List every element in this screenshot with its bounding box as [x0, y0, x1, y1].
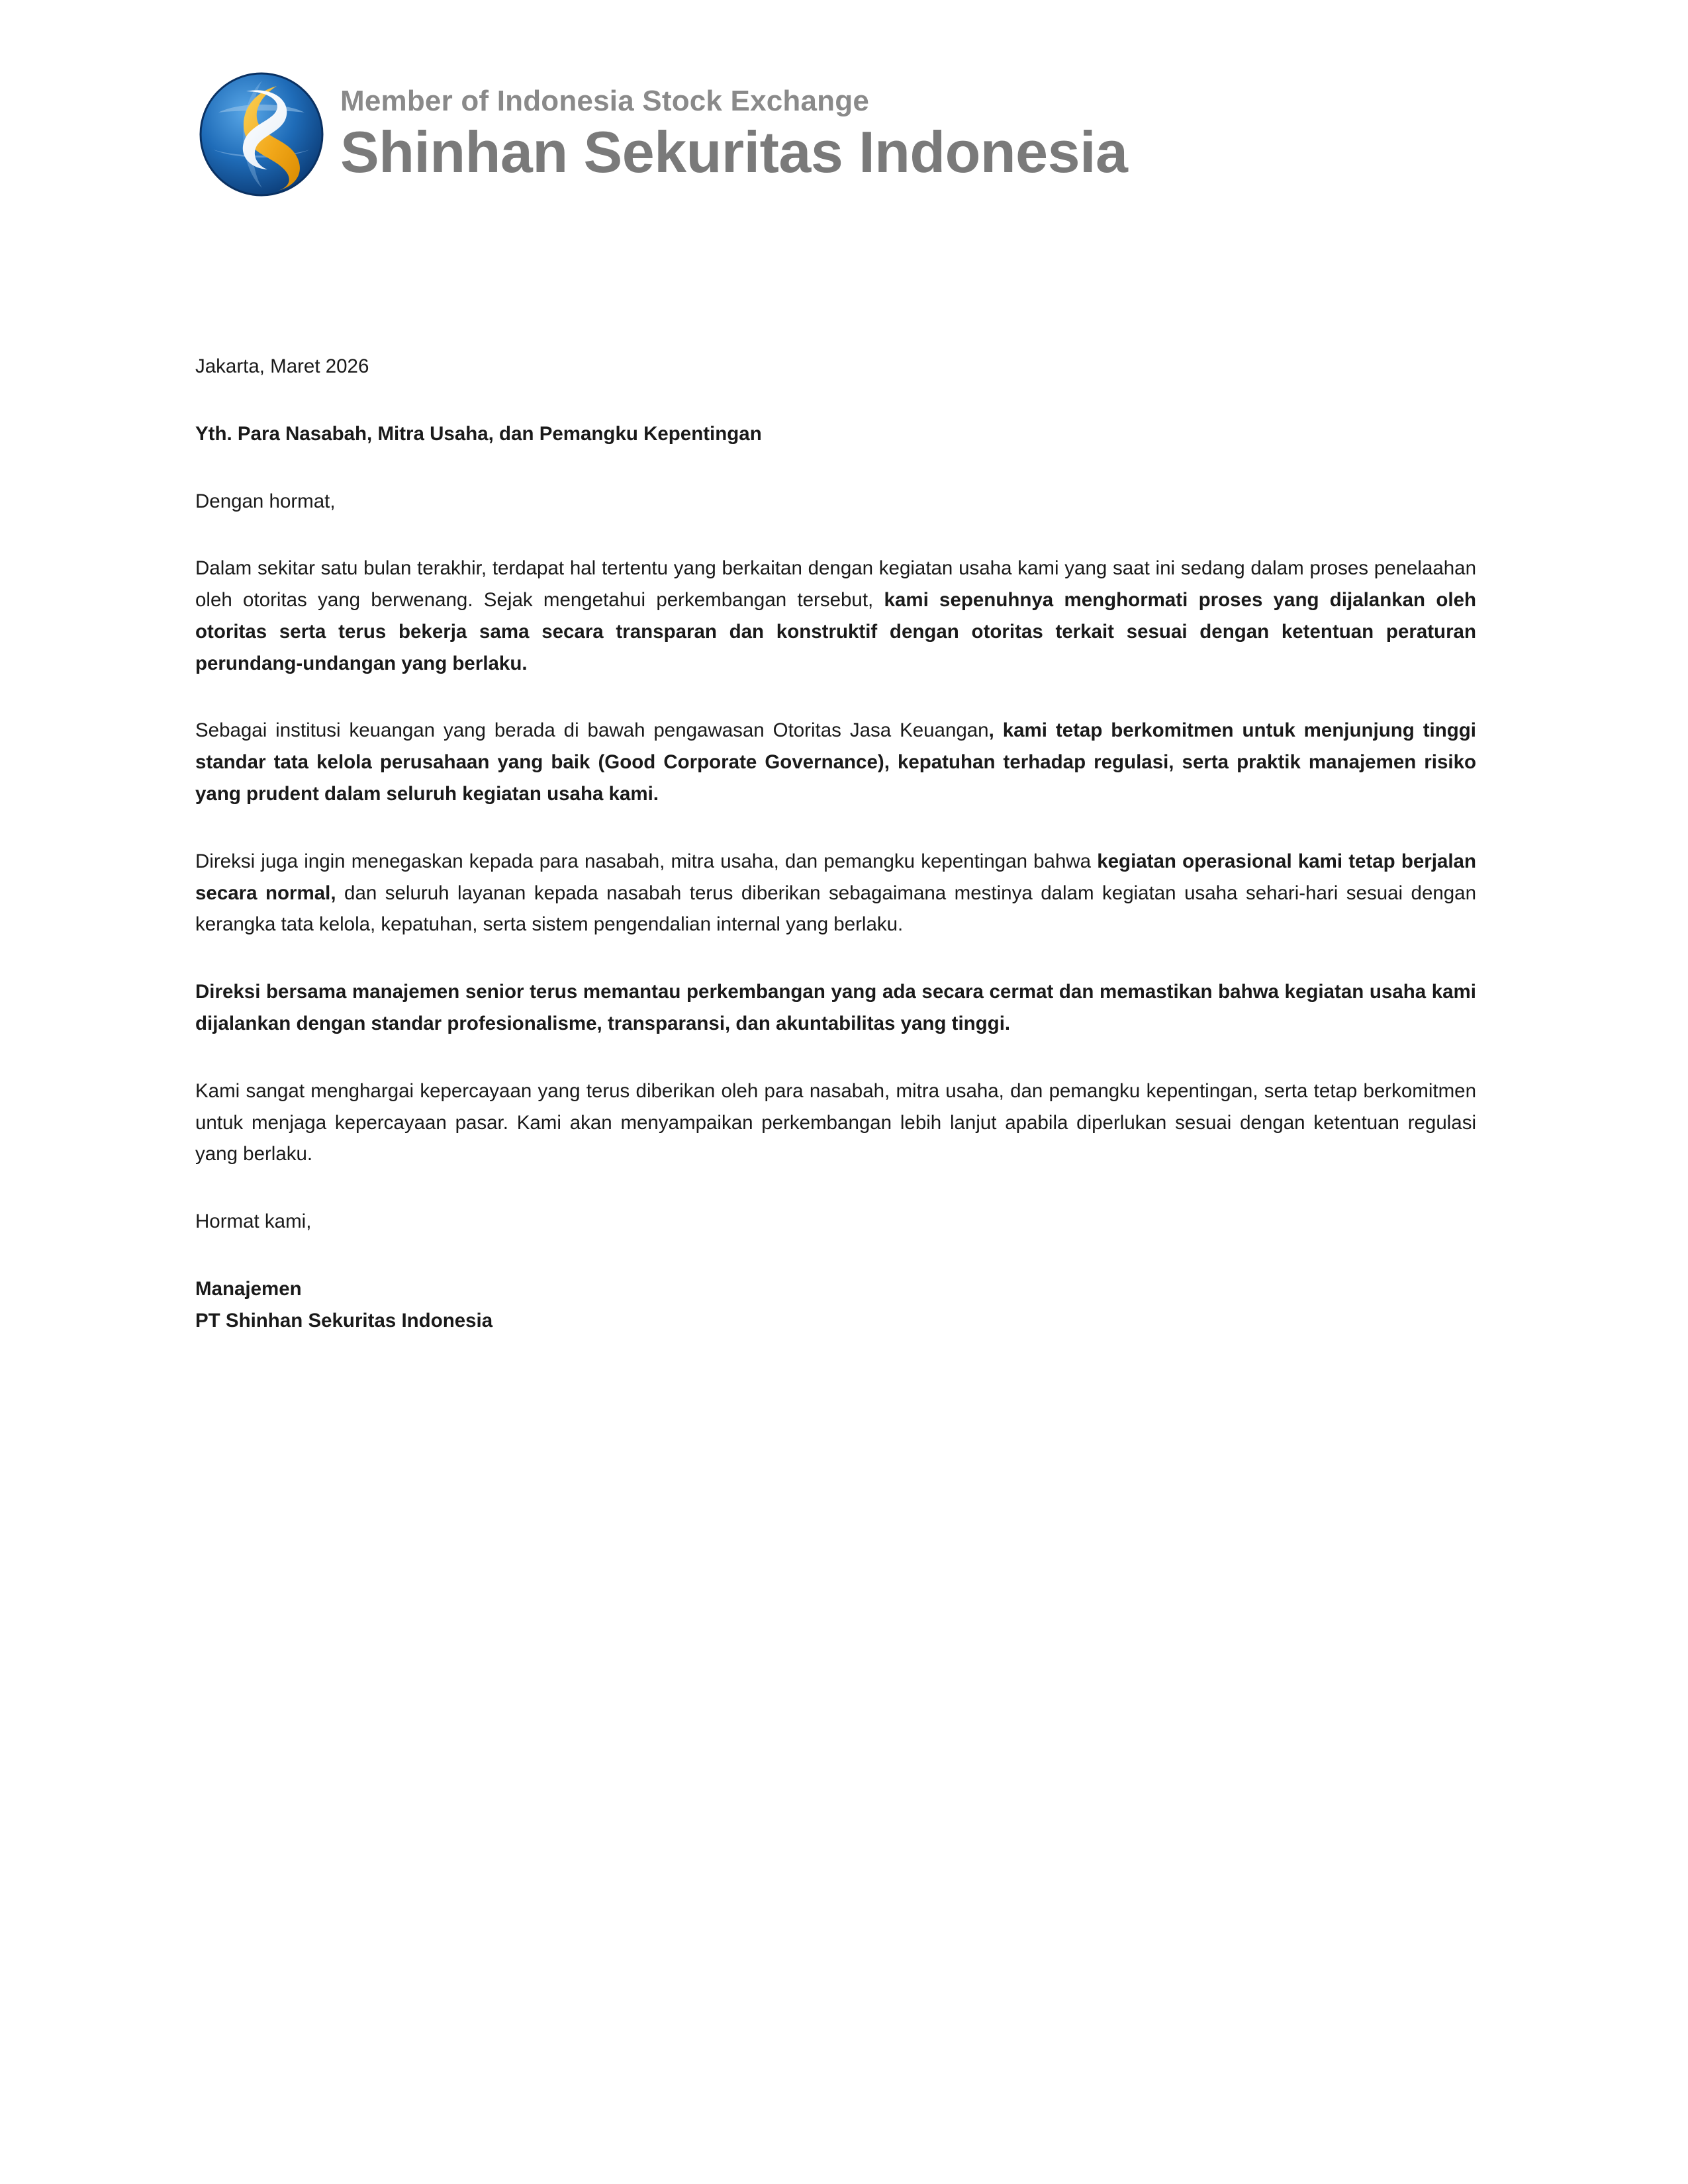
paragraph-1 [195, 553, 1476, 679]
paragraph-5-text-b: . Kami akan menyampaikan perkembangan lebih lanjut apabila diperlukan sesuai dengan ketentuan regulasi yang berlaku. [195, 1111, 1477, 1165]
paragraph-3-text-a: Direksi juga ingin menegaskan kepada para nasabah, mitra usaha, dan pemangku kepentingan bahwa [195, 850, 1098, 872]
paragraph-2-emphasis: , kami tetap berkomitmen untuk menjunjung tinggi standar tata kelola perusahaan yang baik (Good Corporate Governance), kepatuhan terhadap regulasi, serta praktik manajemen risiko yang prudent dalam seluruh kegiatan usaha kami. [195, 719, 1476, 805]
paragraph-2 [195, 715, 1476, 809]
letter-body [195, 351, 1476, 1336]
paragraph-3-emphasis: kegiatan operasional kami tetap berjalan secara normal, [195, 850, 1476, 904]
shinhan-globe-logo-icon [199, 71, 324, 197]
closing: Hormat kami, [195, 1210, 312, 1233]
letterhead [199, 63, 1476, 205]
letterhead-tagline: Member of Indonesia Stock Exchange [340, 85, 869, 118]
paragraph-1-emphasis: kami sepenuhnya menghormati proses yang dijalankan oleh otoritas serta terus bekerja sama secara transparan dan konstruktif dengan otoritas terkait sesuai dengan ketentuan peraturan perundang-undangan yang berlaku. [195, 589, 1476, 674]
signer-line-2: PT Shinhan Sekuritas Indonesia [195, 1309, 493, 1332]
salutation: Dengan hormat, [195, 490, 336, 512]
signer-line-1: Manajemen [195, 1277, 302, 1300]
letterhead-company-name: Shinhan Sekuritas Indonesia [340, 118, 1128, 185]
paragraph-3 [195, 846, 1476, 940]
paragraph-2-text: Sebagai institusi keuangan yang berada di bawah pengawasan Otoritas Jasa Keuangan [195, 719, 989, 742]
paragraph-4: Direksi bersama manajemen senior terus memantau perkembangan yang ada secara cermat dan memastikan bahwa kegiatan usaha kami dijalankan dengan standar profesionalisme, transparansi, dan akuntabilitas yang tinggi. [195, 981, 1476, 1034]
paragraph-5 [195, 1075, 1476, 1170]
paragraph-1-text: Dalam sekitar satu bulan terakhir, terdapat hal tertentu yang berkaitan dengan kegiatan usaha kami yang saat ini sedang dalam proses penelaahan oleh otoritas yang berwenang. Sejak mengetahui perkembangan tersebut, [195, 557, 1476, 612]
recipient-line: Yth. Para Nasabah, Mitra Usaha, dan Pemangku Kepentingan [195, 422, 762, 445]
place-and-date: Jakarta, Maret 2026 [195, 355, 369, 377]
letterhead-text [340, 85, 1127, 183]
paragraph-5-text-a: Kami sangat menghargai kepercayaan yang terus diberikan oleh para nasabah, mitra usaha, dan pemangku kepentingan, serta tetap berkomitmen untuk menjaga kepercayaan pasar [195, 1079, 1476, 1134]
paragraph-3-text-b: dan seluruh layanan kepada nasabah terus diberikan sebagaimana mestinya dalam kegiatan usaha sehari-hari sesuai dengan kerangka tata kelola, kepatuhan, serta sistem pengendalian internal yang berlaku. [195, 882, 1476, 936]
